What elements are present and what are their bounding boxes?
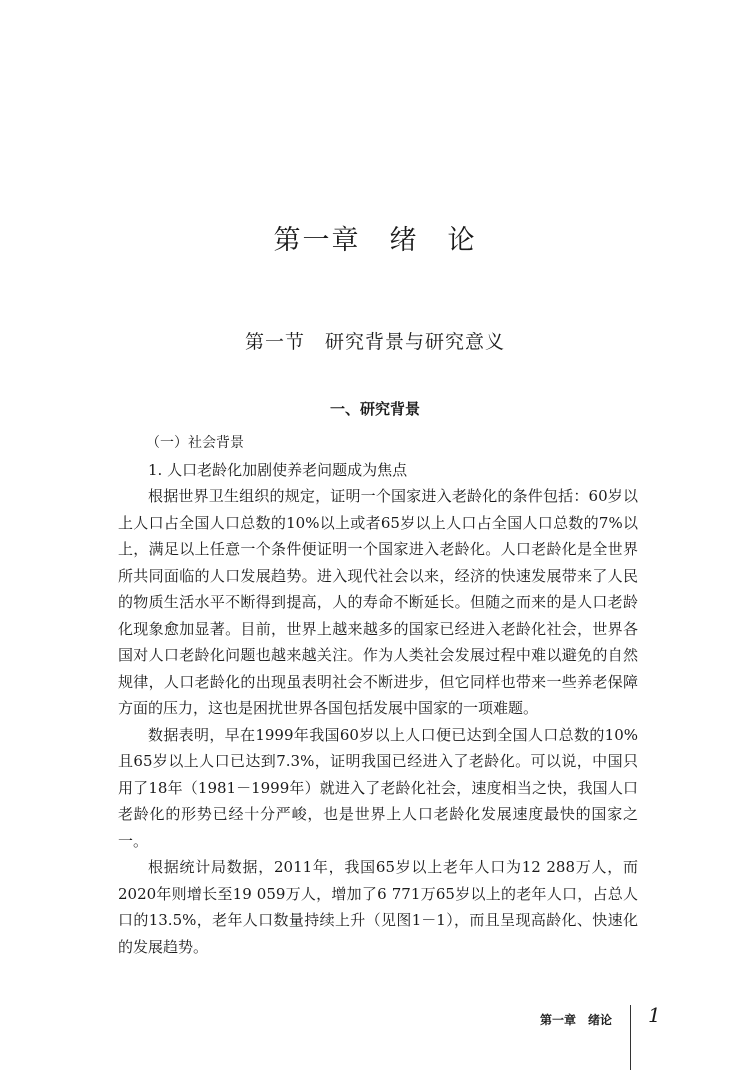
footer-chapter-label: 第一章 绪论 [540,1013,613,1027]
page-number: 1 [648,1003,661,1027]
paragraph: 根据统计局数据，2011年，我国65岁以上老年人口为12 288万人，而2020年则增长至19 059万人，增加了6 771万65岁以上的老年人口，占总人口的13.5%，老年人口数量持续上升（见图1－1），而且呈现高龄化、快速化的发展趋势。 [118,858,638,956]
heading-social-background: （一）社会背景 [146,435,244,451]
body-text [118,430,638,960]
footer-divider [630,1005,631,1070]
sub-section-title: 一、研究背景 [329,400,420,418]
chapter-title: 第一章 绪 论 [273,225,477,256]
paragraph: 根据世界卫生组织的规定，证明一个国家进入老龄化的条件包括：60岁以上人口占全国人口总数的10%以上或者65岁以上人口占全国人口总数的7%以上，满足以上任意一个条件便证明一个国家进入老龄化。人口老龄化是全世界所共同面临的人口发展趋势。进入现代社会以来，经济的快速发展带来了人民的物质生活水平不断得到提高，人的寿命不断延长。但随之而来的是人口老龄化现象愈加显著。目前，世界上越来越多的国家已经进入老龄化社会，世界各国对人口老龄化问题也越来越关注。作为人类社会发展过程中难以避免的自然规律，人口老龄化的出现虽表明社会不断进步，但它同样也带来一些养老保障方面的压力，这也是困扰世界各国包括发展中国家的一项难题。 [118,487,638,717]
paragraph: 数据表明，早在1999年我国60岁以上人口便已达到全国人口总数的10%且65岁以上人口已达到7.3%，证明我国已经进入了老龄化。可以说，中国只用了18年（1981－1999年）就进入了老龄化社会，速度相当之快，我国人口老龄化的形势已经十分严峻，也是世界上人口老龄化发展速度最快的国家之一。 [118,725,638,850]
section-title: 第一节 研究背景与研究意义 [244,331,505,353]
heading-aging: 1. 人口老龄化加剧使养老问题成为焦点 [148,460,408,479]
